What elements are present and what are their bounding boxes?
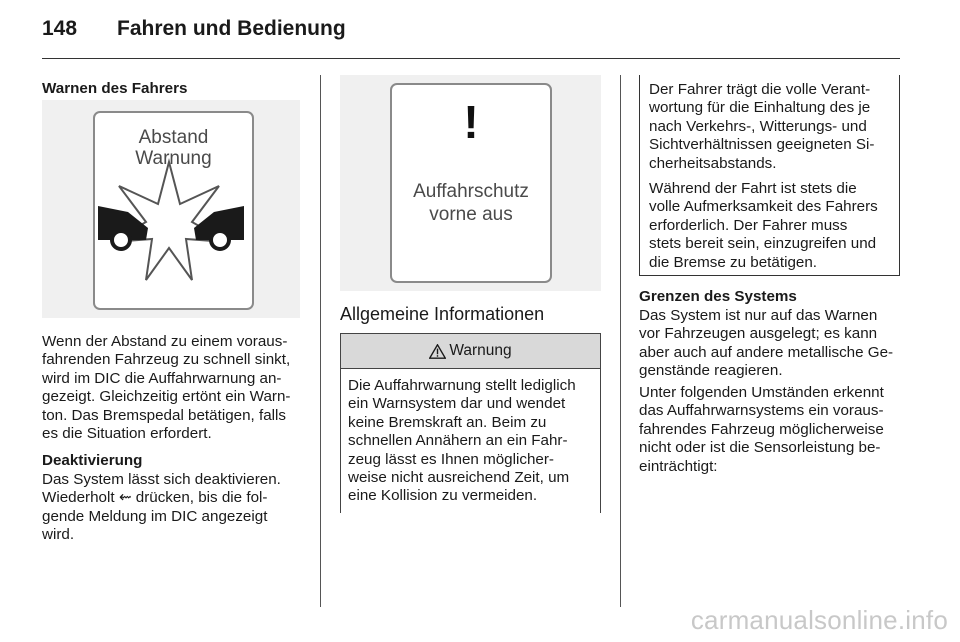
text-line: stets bereit sein, einzugreifen und bbox=[649, 235, 877, 253]
text-line: zeug lässt es Ihnen möglicher- bbox=[348, 450, 554, 468]
figure-label-line2: Warnung bbox=[135, 148, 212, 169]
right-car-icon bbox=[194, 206, 244, 249]
figure-label-line2: vorne aus bbox=[429, 204, 513, 225]
figure-label-line1: Abstand bbox=[138, 127, 209, 148]
text-line: nicht oder ist die Sensorleistung be- bbox=[639, 439, 881, 457]
text-line: fahrendes Fahrzeug möglicherweise bbox=[639, 420, 884, 438]
text-line: Sichtverhältnissen geeigneten Si- bbox=[649, 136, 875, 154]
column-divider-right bbox=[620, 75, 621, 607]
section-heading-general-info: Allgemeine Informationen bbox=[340, 304, 545, 324]
figure-distance-warning bbox=[42, 100, 300, 318]
warning-body bbox=[340, 369, 601, 513]
collision-star-icon bbox=[42, 100, 300, 318]
text-line: genstände reagieren. bbox=[639, 362, 783, 380]
paragraph-driver-responsibility bbox=[649, 81, 893, 173]
text-line: das Auffahrwarnsystems ein voraus- bbox=[639, 402, 884, 420]
text-line: weise nicht ausreichend Zeit, um bbox=[348, 469, 570, 487]
paragraph-distance-warning bbox=[42, 333, 310, 443]
paragraph-driver-attention bbox=[649, 180, 893, 272]
text-line: aber auch auf andere metallische Ge- bbox=[639, 343, 894, 361]
exclamation-icon: ! bbox=[463, 96, 479, 148]
text-line: fahrenden Fahrzeug zu schnell sinkt, bbox=[42, 351, 291, 369]
text-line: keine Bremskraft an. Beim zu bbox=[348, 413, 547, 431]
header-rule bbox=[42, 58, 900, 59]
text-line: gezeigt. Gleichzeitig ertönt ein Warn- bbox=[42, 388, 291, 406]
text-line: nach Verkehrs-, Witterungs- und bbox=[649, 117, 867, 135]
text-line: wird im DIC die Auffahrwarnung an- bbox=[42, 369, 282, 387]
section-heading-driver-warning: Warnen des Fahrers bbox=[42, 80, 188, 97]
text-line: Wenn der Abstand zu einem voraus- bbox=[42, 333, 288, 350]
figure-collision-alert-off bbox=[340, 75, 601, 291]
text-line: wird. bbox=[42, 526, 75, 544]
text-line: wortung für die Einhaltung des je bbox=[649, 99, 871, 117]
figure-label-line1: Auffahrschutz bbox=[413, 181, 529, 202]
section-heading-system-limits: Grenzen des Systems bbox=[639, 288, 797, 305]
text-line: schnellen Annähern an ein Fahr- bbox=[348, 432, 568, 450]
text-line: einträchtigt: bbox=[639, 457, 718, 475]
page-number: 148 bbox=[42, 17, 78, 40]
text-line: Das System lässt sich deaktivieren. bbox=[42, 471, 281, 488]
text-line: Der Fahrer trägt die volle Verant- bbox=[649, 81, 871, 98]
text-line: es die Situation erfordert. bbox=[42, 425, 212, 443]
text-line: gende Meldung im DIC angezeigt bbox=[42, 507, 268, 525]
warning-title: Warnung bbox=[449, 342, 512, 359]
text-line: Während der Fahrt ist stets die bbox=[649, 180, 857, 198]
warning-box bbox=[340, 333, 601, 513]
text-line: Wiederholt ⇜ drücken, bis die fol- bbox=[42, 489, 268, 507]
paragraph-conditions bbox=[639, 384, 907, 476]
section-heading-deactivation: Deaktivierung bbox=[42, 452, 143, 469]
warning-header bbox=[340, 333, 601, 369]
text-line: ton. Das Bremspedal betätigen, falls bbox=[42, 406, 286, 424]
paragraph-deactivation bbox=[42, 471, 310, 545]
page-title: Fahren und Bedienung bbox=[117, 17, 346, 40]
text-line: die Bremse zu betätigen. bbox=[649, 253, 818, 271]
text-line: vor Fahrzeugen ausgelegt; es kann bbox=[639, 325, 878, 343]
text-line: cherheitsabstands. bbox=[649, 154, 777, 172]
text-line: eine Kollision zu vermeiden. bbox=[348, 487, 538, 505]
text-line: Das System ist nur auf das Warnen bbox=[639, 307, 878, 324]
column-divider-left bbox=[320, 75, 321, 607]
warning-triangle-icon bbox=[429, 344, 446, 359]
text-line: Die Auffahrwarnung stellt lediglich bbox=[348, 377, 576, 394]
watermark-text: carmanualsonline.info bbox=[690, 605, 948, 635]
warning-box-continued bbox=[639, 75, 900, 276]
dic-display-panel bbox=[390, 83, 552, 283]
paragraph-system-limits bbox=[639, 307, 907, 381]
text-line: ein Warnsystem dar und wendet bbox=[348, 395, 566, 413]
text-line: volle Aufmerksamkeit des Fahrers bbox=[649, 198, 878, 216]
text-line: erforderlich. Der Fahrer muss bbox=[649, 216, 848, 234]
text-line: Unter folgenden Umständen erkennt bbox=[639, 384, 884, 401]
